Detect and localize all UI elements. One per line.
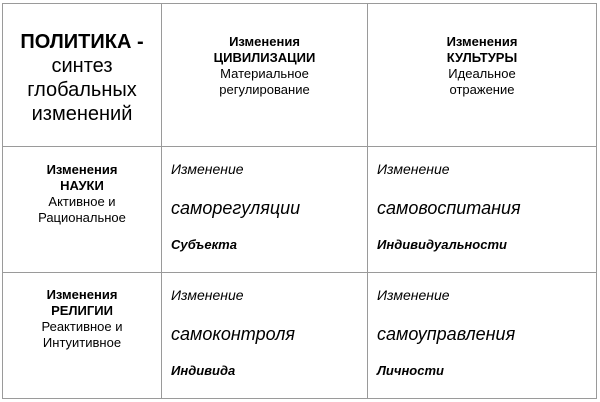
row-header-line-3: Реактивное и bbox=[41, 319, 123, 334]
corner-title-line-2: синтез bbox=[51, 55, 113, 77]
corner-title-line-4: изменений bbox=[31, 103, 133, 125]
row-header-religion bbox=[3, 273, 162, 399]
column-header-line-3: Идеальное bbox=[448, 66, 516, 81]
corner-title-line-3: глобальных bbox=[27, 79, 137, 101]
cell-main-term: самоконтроля bbox=[171, 324, 295, 344]
row-header-line-4: Интуитивное bbox=[42, 335, 122, 350]
row-header-line-1: Изменения bbox=[46, 162, 118, 177]
corner-title-line-1: ПОЛИТИКА - bbox=[20, 31, 144, 53]
column-header-line-4: регулирование bbox=[219, 82, 310, 97]
cell-main-term: самоуправления bbox=[377, 324, 516, 344]
cell-label: Изменение bbox=[377, 287, 450, 303]
cell-main-term: самовоспитания bbox=[377, 198, 521, 218]
column-header-line-2: ЦИВИЛИЗАЦИИ bbox=[213, 50, 316, 65]
politics-matrix-table bbox=[2, 3, 597, 399]
row-religion bbox=[3, 273, 597, 399]
cell-label: Изменение bbox=[377, 161, 450, 177]
header-row bbox=[3, 4, 597, 147]
row-header-line-2: НАУКИ bbox=[60, 178, 104, 193]
column-header-culture bbox=[368, 4, 597, 147]
row-header-science bbox=[3, 147, 162, 273]
row-header-line-2: РЕЛИГИИ bbox=[51, 303, 113, 318]
cell-subject: Индивида bbox=[171, 363, 236, 378]
corner-title-cell bbox=[3, 4, 162, 147]
cell-subject: Субъекта bbox=[171, 237, 237, 252]
cell-main-term: саморегуляции bbox=[171, 198, 301, 218]
row-header-line-1: Изменения bbox=[46, 287, 118, 302]
column-header-line-1: Изменения bbox=[446, 34, 518, 49]
cell-religion-civilization bbox=[162, 273, 368, 399]
column-header-line-4: отражение bbox=[449, 82, 515, 97]
cell-science-civilization bbox=[162, 147, 368, 273]
column-header-line-1: Изменения bbox=[229, 34, 300, 49]
cell-label: Изменение bbox=[171, 161, 244, 177]
row-science bbox=[3, 147, 597, 273]
cell-subject: Индивидуальности bbox=[377, 237, 507, 252]
column-header-line-3: Материальное bbox=[220, 66, 309, 81]
cell-religion-culture bbox=[368, 273, 597, 399]
column-header-civilization bbox=[162, 4, 368, 147]
cell-label: Изменение bbox=[171, 287, 244, 303]
column-header-line-2: КУЛЬТУРЫ bbox=[446, 50, 518, 65]
row-header-line-3: Активное и bbox=[48, 194, 116, 209]
cell-subject: Личности bbox=[377, 363, 444, 378]
cell-science-culture bbox=[368, 147, 597, 273]
row-header-line-4: Рациональное bbox=[38, 210, 126, 225]
